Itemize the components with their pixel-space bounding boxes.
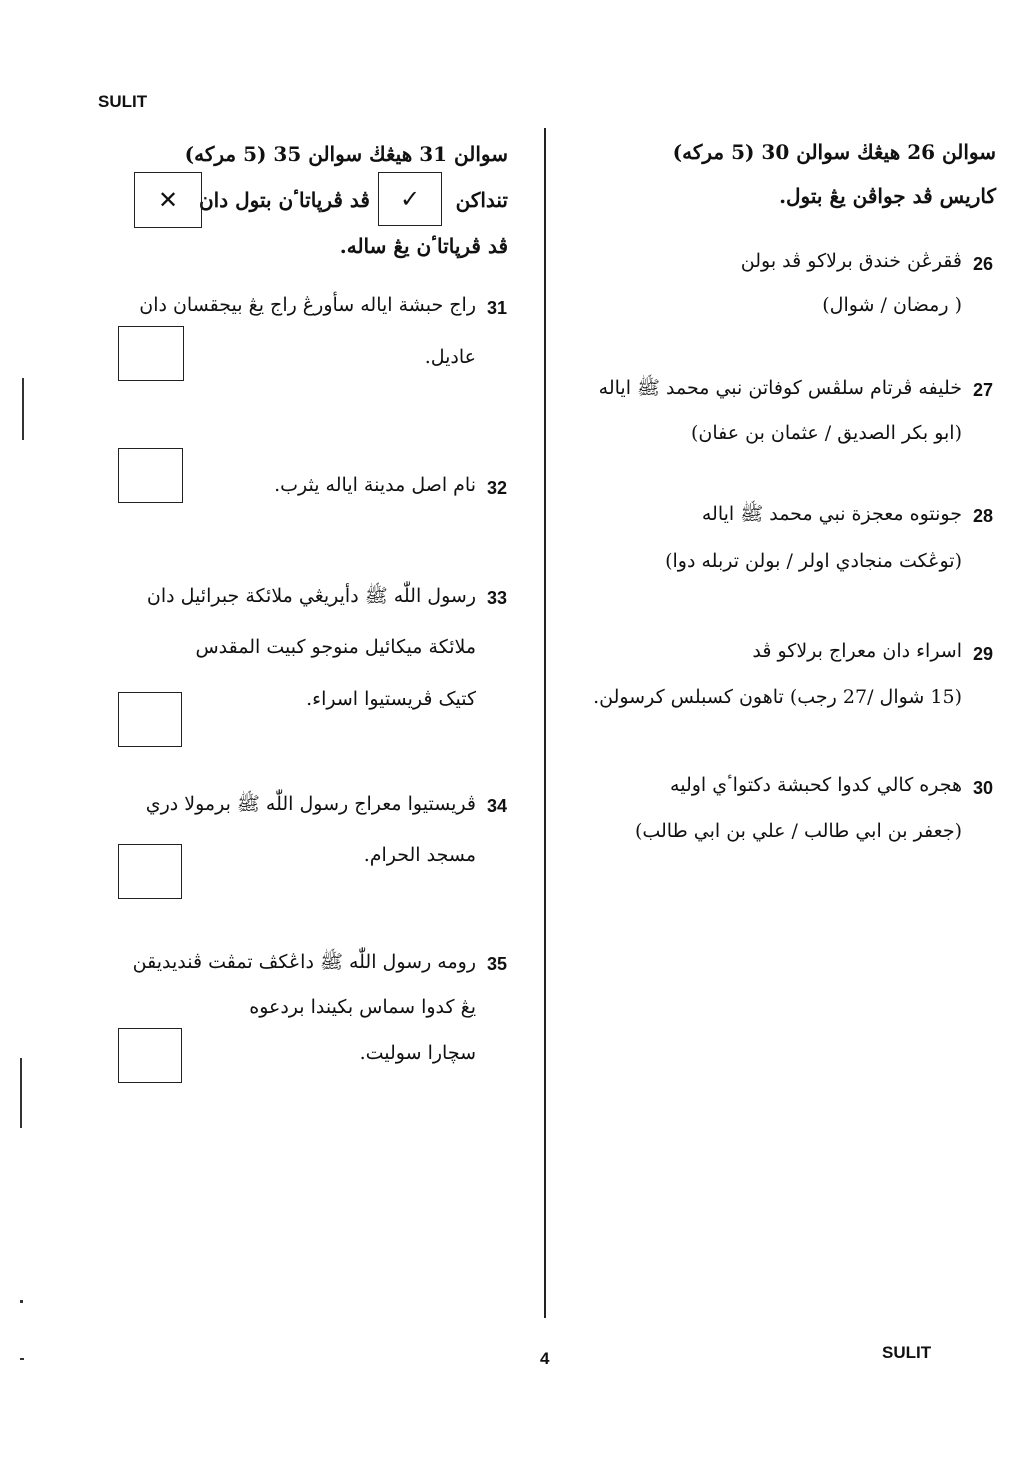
- question-number: 28: [973, 506, 994, 526]
- cross-icon: ✕: [157, 186, 179, 214]
- answer-options: ( رمضان / شوال): [822, 294, 962, 316]
- question-text: يڠ کدوا سماس بکيندا بردعوه: [249, 996, 476, 1018]
- question-text: ملائکة ميکائيل منوجو کبيت المقدس: [195, 636, 476, 658]
- answer-options: (15 شوال /27 رجب) تاهون کسبلس کرسولن.: [593, 686, 962, 708]
- question-text: رسول اللّٰه ﷺ دأيريڠي ملائکة جبرائيل دان: [146, 585, 476, 607]
- margin-mark: [20, 1058, 22, 1128]
- answer-options: (جعفر بن ابي طالب / علي بن ابي طالب): [634, 820, 962, 842]
- answer-box-35[interactable]: [118, 1028, 182, 1083]
- check-icon: ✓: [399, 185, 421, 213]
- question-text: اسراء دان معراج برلاکو ڤد: [752, 640, 962, 662]
- question-number: 30: [973, 778, 994, 798]
- answer-box-34[interactable]: [118, 844, 182, 899]
- left-instruction-word: تنداکن: [455, 188, 508, 212]
- question-text: نام اصل مدينة اياله يثرب.: [274, 474, 476, 496]
- question-text: جونتوه معجزة نبي محمد ﷺ اياله: [701, 503, 962, 525]
- question-number: 27: [973, 380, 994, 400]
- margin-mark: [22, 378, 24, 440]
- column-divider: [544, 128, 546, 1318]
- margin-dot: [20, 1358, 24, 1360]
- answer-box-31[interactable]: [118, 326, 184, 381]
- question-number: 26: [973, 254, 994, 274]
- question-text: هجره کالي کدوا کحبشة دکتواٴي اوليه: [670, 774, 962, 796]
- question-text: سچارا سوليت.: [359, 1042, 476, 1064]
- question-number: 33: [487, 588, 508, 608]
- question-text: مسجد الحرام.: [363, 844, 476, 866]
- margin-dot: [20, 1300, 23, 1303]
- check-symbol-box: [378, 172, 442, 226]
- question-text: راج حبشة اياله سأورڠ راج يڠ بيجقسان دان: [139, 294, 476, 316]
- answer-box-32[interactable]: [118, 448, 183, 503]
- question-number: 32: [487, 478, 508, 498]
- footer-sulit: SULIT: [882, 1343, 932, 1362]
- question-text: ڤريستيوا معراج رسول اللّٰه ﷺ برمولا دري: [145, 793, 476, 815]
- answer-options: (توڠکت منجادي اولر / بولن تربله دوا): [665, 550, 962, 572]
- right-instruction: کاريس ڤد جواڤن يڠ بتول.: [779, 184, 996, 208]
- answer-box-33[interactable]: [118, 692, 182, 747]
- question-text: خليفه ڤرتام سلڤس کوفاتن نبي محمد ﷺ اياله: [598, 377, 962, 399]
- question-text: عاديل.: [424, 346, 476, 368]
- cross-symbol-box: [134, 172, 202, 228]
- left-instruction-mid: ڤد ڤرڽاتاٴن بتول دان: [198, 188, 370, 212]
- header-sulit: SULIT: [98, 92, 148, 111]
- answer-options: (ابو بکر الصديق / عثمان بن عفان): [690, 422, 962, 444]
- left-section-title: سوالن 31 هيڠڬ سوالن 35 (5 مرکه): [184, 142, 508, 166]
- left-instruction-line2: ڤد ڤرڽاتاٴن يڠ ساله.: [339, 234, 508, 258]
- question-text: رومه رسول اللّٰه ﷺ داڠکڤ تمڤت ڤنديديقن: [132, 951, 476, 973]
- question-number: 34: [487, 796, 508, 816]
- right-section-title: سوالن 26 هيڠڬ سوالن 30 (5 مرکه): [672, 140, 996, 164]
- question-number: 29: [973, 644, 994, 664]
- question-number: 31: [487, 298, 508, 318]
- question-text: کتيک ڤريستيوا اسراء.: [306, 688, 476, 710]
- question-number: 35: [487, 954, 508, 974]
- page-number: 4: [540, 1349, 550, 1368]
- question-text: ڤقرڠن خندق برلاکو ڤد بولن: [740, 250, 962, 272]
